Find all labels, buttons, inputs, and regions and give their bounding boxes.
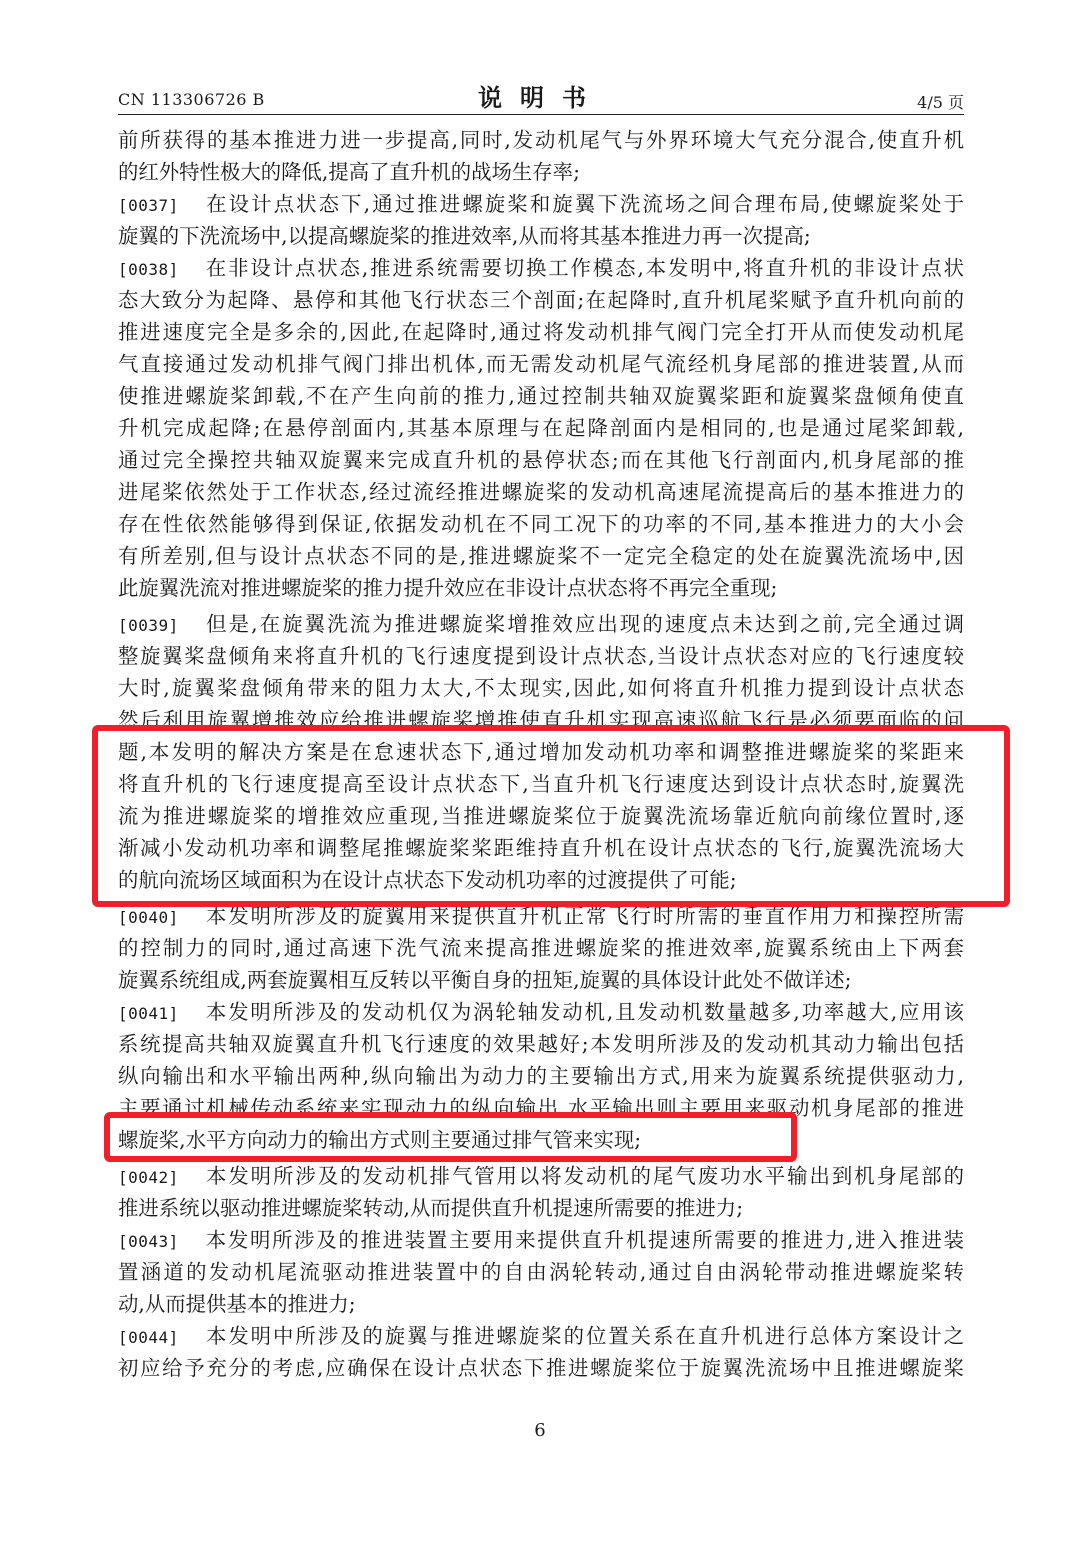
line-text: 但是,在旋翼洗流为推进螺旋桨增推效应出现的速度点未达到之前,完全通过调	[204, 612, 964, 636]
text-line	[118, 348, 964, 380]
line-text: 主要通过机械传动系统来实现动力的纵向输出,水平输出则主要用来驱动机身尾部的推进	[118, 1096, 964, 1120]
line-text: 态大致分为起降、悬停和其他飞行状态三个剖面;在起降时,直升机尾桨赋予直升机向前的	[118, 288, 964, 312]
paragraph-number: [0044]	[118, 1328, 179, 1347]
line-text: 在非设计点状态,推进系统需要切换工作模态,本发明中,将直升机的非设计点状	[204, 256, 964, 280]
line-text: 本发明所涉及的旋翼用来提供直升机正常飞行时所需的垂直作用力和操控所需	[204, 904, 964, 928]
line-text: 使推进螺旋桨卸载,不在产生向前的推力,通过控制共轴双旋翼桨距和旋翼桨盘倾角使直	[118, 384, 964, 408]
header-rule	[118, 114, 964, 115]
text-line	[118, 1160, 964, 1192]
text-line	[118, 1028, 964, 1060]
line-text: 升机完成起降;在悬停剖面内,其基本原理与在起降剖面内是相同的,也是通过尾桨卸载,	[118, 416, 964, 440]
paragraph-number: [0040]	[118, 908, 179, 927]
line-text: 通过完全操控共轴双旋翼来完成直升机的悬停状态;而在其他飞行剖面内,机身尾部的推	[118, 448, 964, 472]
line-text: 旋翼的下洗流场中,以提高螺旋桨的推进效率,从而将其基本推进力再一次提高;	[118, 224, 811, 248]
document-header	[118, 78, 964, 114]
highlight-box-paragraph-0039	[92, 725, 1010, 907]
text-line	[118, 220, 964, 252]
paragraph-number: [0037]	[118, 196, 179, 215]
paragraph-number: [0038]	[118, 260, 179, 279]
page-title: 说明书	[478, 83, 604, 112]
text-line	[118, 964, 964, 996]
text-line	[118, 252, 964, 284]
line-text: 气直接通过发动机排气阀门排出机体,而无需发动机尾气流经机身尾部的推进装置,从而	[118, 352, 964, 376]
text-line	[118, 572, 964, 604]
text-line	[118, 1320, 964, 1352]
line-text: 进尾桨依然处于工作状态,经过流经推进螺旋桨的发动机高速尾流提高后的基本推进力的	[118, 480, 964, 504]
text-line	[118, 1352, 964, 1384]
text-line	[118, 1192, 964, 1224]
text-line	[118, 508, 964, 540]
text-line	[118, 704, 964, 732]
line-text: 旋翼系统组成,两套旋翼相互反转以平衡自身的扭矩,旋翼的具体设计此处不做详述;	[118, 968, 852, 992]
line-text: 的控制力的同时,通过高速下洗气流来提高推进螺旋桨的推进效率,旋翼系统由上下两套	[118, 936, 964, 960]
line-text: 的红外特性极大的降低,提高了直升机的战场生存率;	[118, 160, 580, 184]
line-text: 本发明所涉及的推进装置主要用来提供直升机提速所需要的推进力,进入推进装	[204, 1228, 964, 1252]
line-text: 推进速度完全是多余的,因此,在起降时,通过将发动机排气阀门完全打开从而使发动机尾	[118, 320, 964, 344]
paragraph-number: [0043]	[118, 1232, 179, 1251]
paragraph-number: [0039]	[118, 616, 179, 635]
text-line	[118, 412, 964, 444]
paragraph-number: [0041]	[118, 1004, 179, 1023]
paragraph-number: [0042]	[118, 1168, 179, 1187]
text-line	[118, 672, 964, 704]
patent-number: CN 113306726 B	[118, 90, 265, 109]
line-text: 动,从而提供基本的推进力;	[118, 1292, 356, 1316]
highlight-box-paragraph-0041	[104, 1112, 797, 1162]
text-line	[118, 284, 964, 316]
text-line	[118, 932, 964, 964]
text-line	[118, 156, 964, 188]
text-line	[118, 188, 964, 220]
line-text: 大时,旋翼桨盘倾角带来的阻力太大,不太现实,因此,如何将直升机推力提到设计点状态	[118, 676, 964, 700]
text-line	[118, 1288, 964, 1320]
line-text: 将直升机的飞行速度提高至设计点状态下,当直升机飞行速度达到设计点状态时,旋翼洗	[118, 772, 964, 796]
text-line	[118, 1060, 964, 1092]
text-line	[118, 1092, 964, 1120]
text-line	[118, 124, 964, 156]
line-text: 本发明中所涉及的旋翼与推进螺旋桨的位置关系在直升机进行总体方案设计之	[204, 1324, 964, 1348]
line-text: 本发明所涉及的发动机仅为涡轮轴发动机,且发动机数量越多,功率越大,应用该	[204, 1000, 964, 1024]
line-text: 此旋翼洗流对推进螺旋桨的推力提升效应在非设计点状态将不再完全重现;	[118, 576, 778, 600]
line-text: 有所差别,但与设计点状态不同的是,推进螺旋桨不一定完全稳定的处在旋翼洗流场中,因	[118, 544, 964, 568]
text-line	[118, 1256, 964, 1288]
text-line	[118, 316, 964, 348]
line-text: 渐减小发动机功率和调整尾推螺旋桨桨距维持直升机在设计点状态的飞行,旋翼洗流场大	[118, 836, 964, 860]
line-text: 的航向流场区域面积为在设计点状态下发动机功率的过渡提供了可能;	[118, 868, 737, 892]
line-text: 初应给予充分的考虑,应确保在设计点状态下推进螺旋桨位于旋翼洗流场中且推进螺旋桨	[118, 1356, 964, 1380]
text-line	[118, 640, 964, 672]
line-text: 流为推进螺旋桨的增推效应重现,当推进螺旋桨位于旋翼洗流场靠近航向前缘位置时,逐	[118, 804, 964, 828]
line-text: 螺旋桨,水平方向动力的输出方式则主要通过排气管来实现;	[118, 1128, 642, 1152]
page-number: 6	[534, 1420, 546, 1441]
line-text: 存在性依然能够得到保证,依据发动机在不同工况下的功率的不同,基本推进力的大小会	[118, 512, 964, 536]
line-text: 置涵道的发动机尾流驱动推进装置中的自由涡轮转动,通过自由涡轮带动推进螺旋桨转	[118, 1260, 964, 1284]
page-indicator: 4/5 页	[917, 93, 964, 112]
line-text: 推进系统以驱动推进螺旋桨转动,从而提供直升机提速所需要的推进力;	[118, 1196, 744, 1220]
text-line	[118, 540, 964, 572]
line-text: 题,本发明的解决方案是在怠速状态下,通过增加发动机功率和调整推进螺旋桨的桨距来	[118, 740, 964, 764]
text-line	[118, 1224, 964, 1256]
text-line	[118, 996, 964, 1028]
line-text: 前所获得的基本推进力进一步提高,同时,发动机尾气与外界环境大气充分混合,使直升机	[118, 128, 964, 152]
text-line	[118, 380, 964, 412]
text-line	[118, 608, 964, 640]
line-text: 然后利用旋翼增推效应给推进螺旋桨增推使直升机实现高速巡航飞行是必须要面临的问	[118, 708, 964, 732]
line-text: 本发明所涉及的发动机排气管用以将发动机的尾气废功水平输出到机身尾部的	[204, 1164, 964, 1188]
text-line	[118, 444, 964, 476]
line-text: 纵向输出和水平输出两种,纵向输出为动力的主要输出方式,用来为旋翼系统提供驱动力,	[118, 1064, 964, 1088]
line-text: 整旋翼桨盘倾角来将直升机的飞行速度提到设计点状态,当设计点状态对应的飞行速度较	[118, 644, 964, 668]
line-text: 系统提高共轴双旋翼直升机飞行速度的效果越好;本发明所涉及的发动机其动力输出包括	[118, 1032, 964, 1056]
line-text: 在设计点状态下,通过推进螺旋桨和旋翼下洗流场之间合理布局,使螺旋桨处于	[204, 192, 964, 216]
text-line	[118, 476, 964, 508]
